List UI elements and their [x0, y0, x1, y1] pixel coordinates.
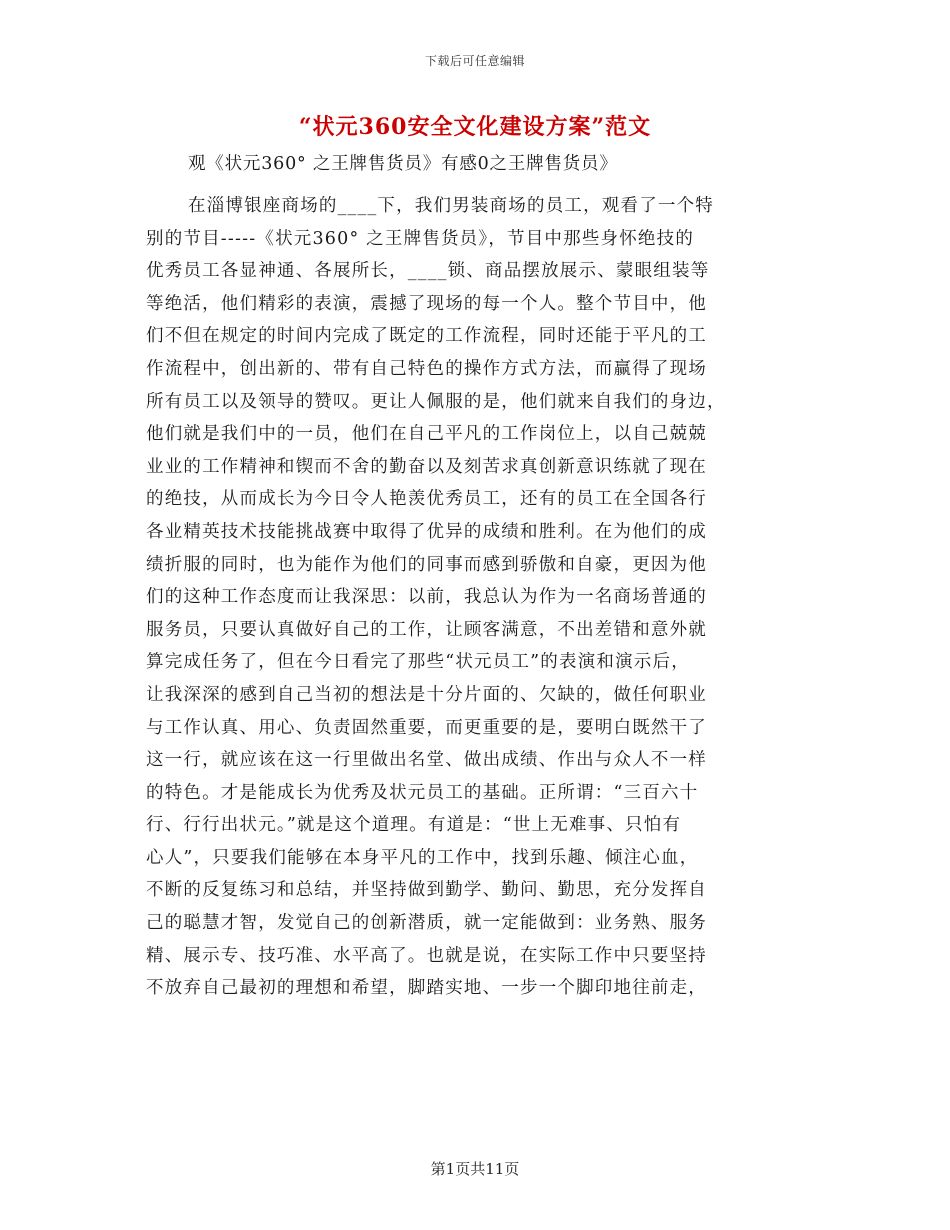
body-line: 业业的工作精神和锲而不舍的勤奋以及刻苦求真创新意识练就了现在 — [146, 456, 707, 477]
body-line: 的特色。才是能成长为优秀及状元员工的基础。正所谓：“三百六十 — [146, 782, 699, 803]
body-line: 们不但在规定的时间内完成了既定的工作流程，同时还能于平凡的工 — [146, 326, 707, 347]
body-line: 己的聪慧才智，发觉自己的创新潜质，就一定能做到：业务熟、服务 — [146, 913, 707, 934]
page-footer: 第1页共11页 — [430, 1160, 520, 1178]
body-line: 们的这种工作态度而让我深思：以前，我总认为作为一名商场普通的 — [146, 587, 707, 608]
body-line: 优秀员工各显神通、各展所长，____锁、商品摆放展示、蒙眼组装等 — [146, 261, 710, 282]
body-line: 所有员工以及领导的赞叹。更让人佩服的是，他们就来自我们的身边， — [146, 391, 726, 412]
body-line: 绩折服的同时，也为能作为他们的同事而感到骄傲和自豪，更因为他 — [146, 554, 707, 575]
body-line: 不断的反复练习和总结，并坚持做到勤学、勤问、勤思，充分发挥自 — [146, 880, 707, 901]
body-line: 与工作认真、用心、负责固然重要，而更重要的是，要明白既然干了 — [146, 717, 707, 738]
document-title: “状元360安全文化建设方案”范文 — [298, 114, 652, 140]
body-line: 等绝活，他们精彩的表演，震撼了现场的每一个人。整个节目中，他 — [146, 293, 707, 314]
body-paragraph — [146, 190, 806, 1005]
body-line: 精、展示专、技巧准、水平高了。也就是说，在实际工作中只要坚持 — [146, 945, 707, 966]
body-line: 他们就是我们中的一员，他们在自己平凡的工作岗位上，以自己兢兢 — [146, 424, 707, 445]
document-subtitle: 观《状元360° 之王牌售货员》有感0之王牌售货员》 — [188, 154, 618, 174]
body-line: 作流程中，创出新的、带有自己特色的操作方式方法，而赢得了现场 — [146, 358, 707, 379]
body-line: 算完成任务了，但在今日看完了那些“状元员工”的表演和演示后， — [146, 652, 690, 673]
body-line: 这一行，就应该在这一行里做出名堂、做出成绩、作出与众人不一样 — [146, 750, 707, 771]
body-line: 各业精英技术技能挑战赛中取得了优异的成绩和胜利。在为他们的成 — [146, 521, 707, 542]
header-note: 下载后可任意编辑 — [424, 54, 525, 68]
body-line: 行、行行出状元。”就是这个道理。有道是：“世上无难事、只怕有 — [146, 815, 682, 836]
body-line: 别的节目-----《状元360° 之王牌售货员》，节目中那些身怀绝技的 — [146, 228, 695, 249]
body-line: 服务员，只要认真做好自己的工作，让顾客满意，不出差错和意外就 — [146, 619, 707, 640]
body-line: 在淄博银座商场的____下，我们男装商场的员工，观看了一个特 — [188, 196, 714, 216]
body-line: 心人”，只要我们能够在本身平凡的工作中，找到乐趣、倾注心血， — [146, 847, 699, 868]
body-line: 不放弃自己最初的理想和希望，脚踏实地、一步一个脚印地往前走， — [146, 978, 707, 999]
body-line: 让我深深的感到自己当初的想法是十分片面的、欠缺的，做任何职业 — [146, 684, 707, 705]
body-line: 的绝技，从而成长为今日令人艳羡优秀员工，还有的员工在全国各行 — [146, 489, 707, 510]
